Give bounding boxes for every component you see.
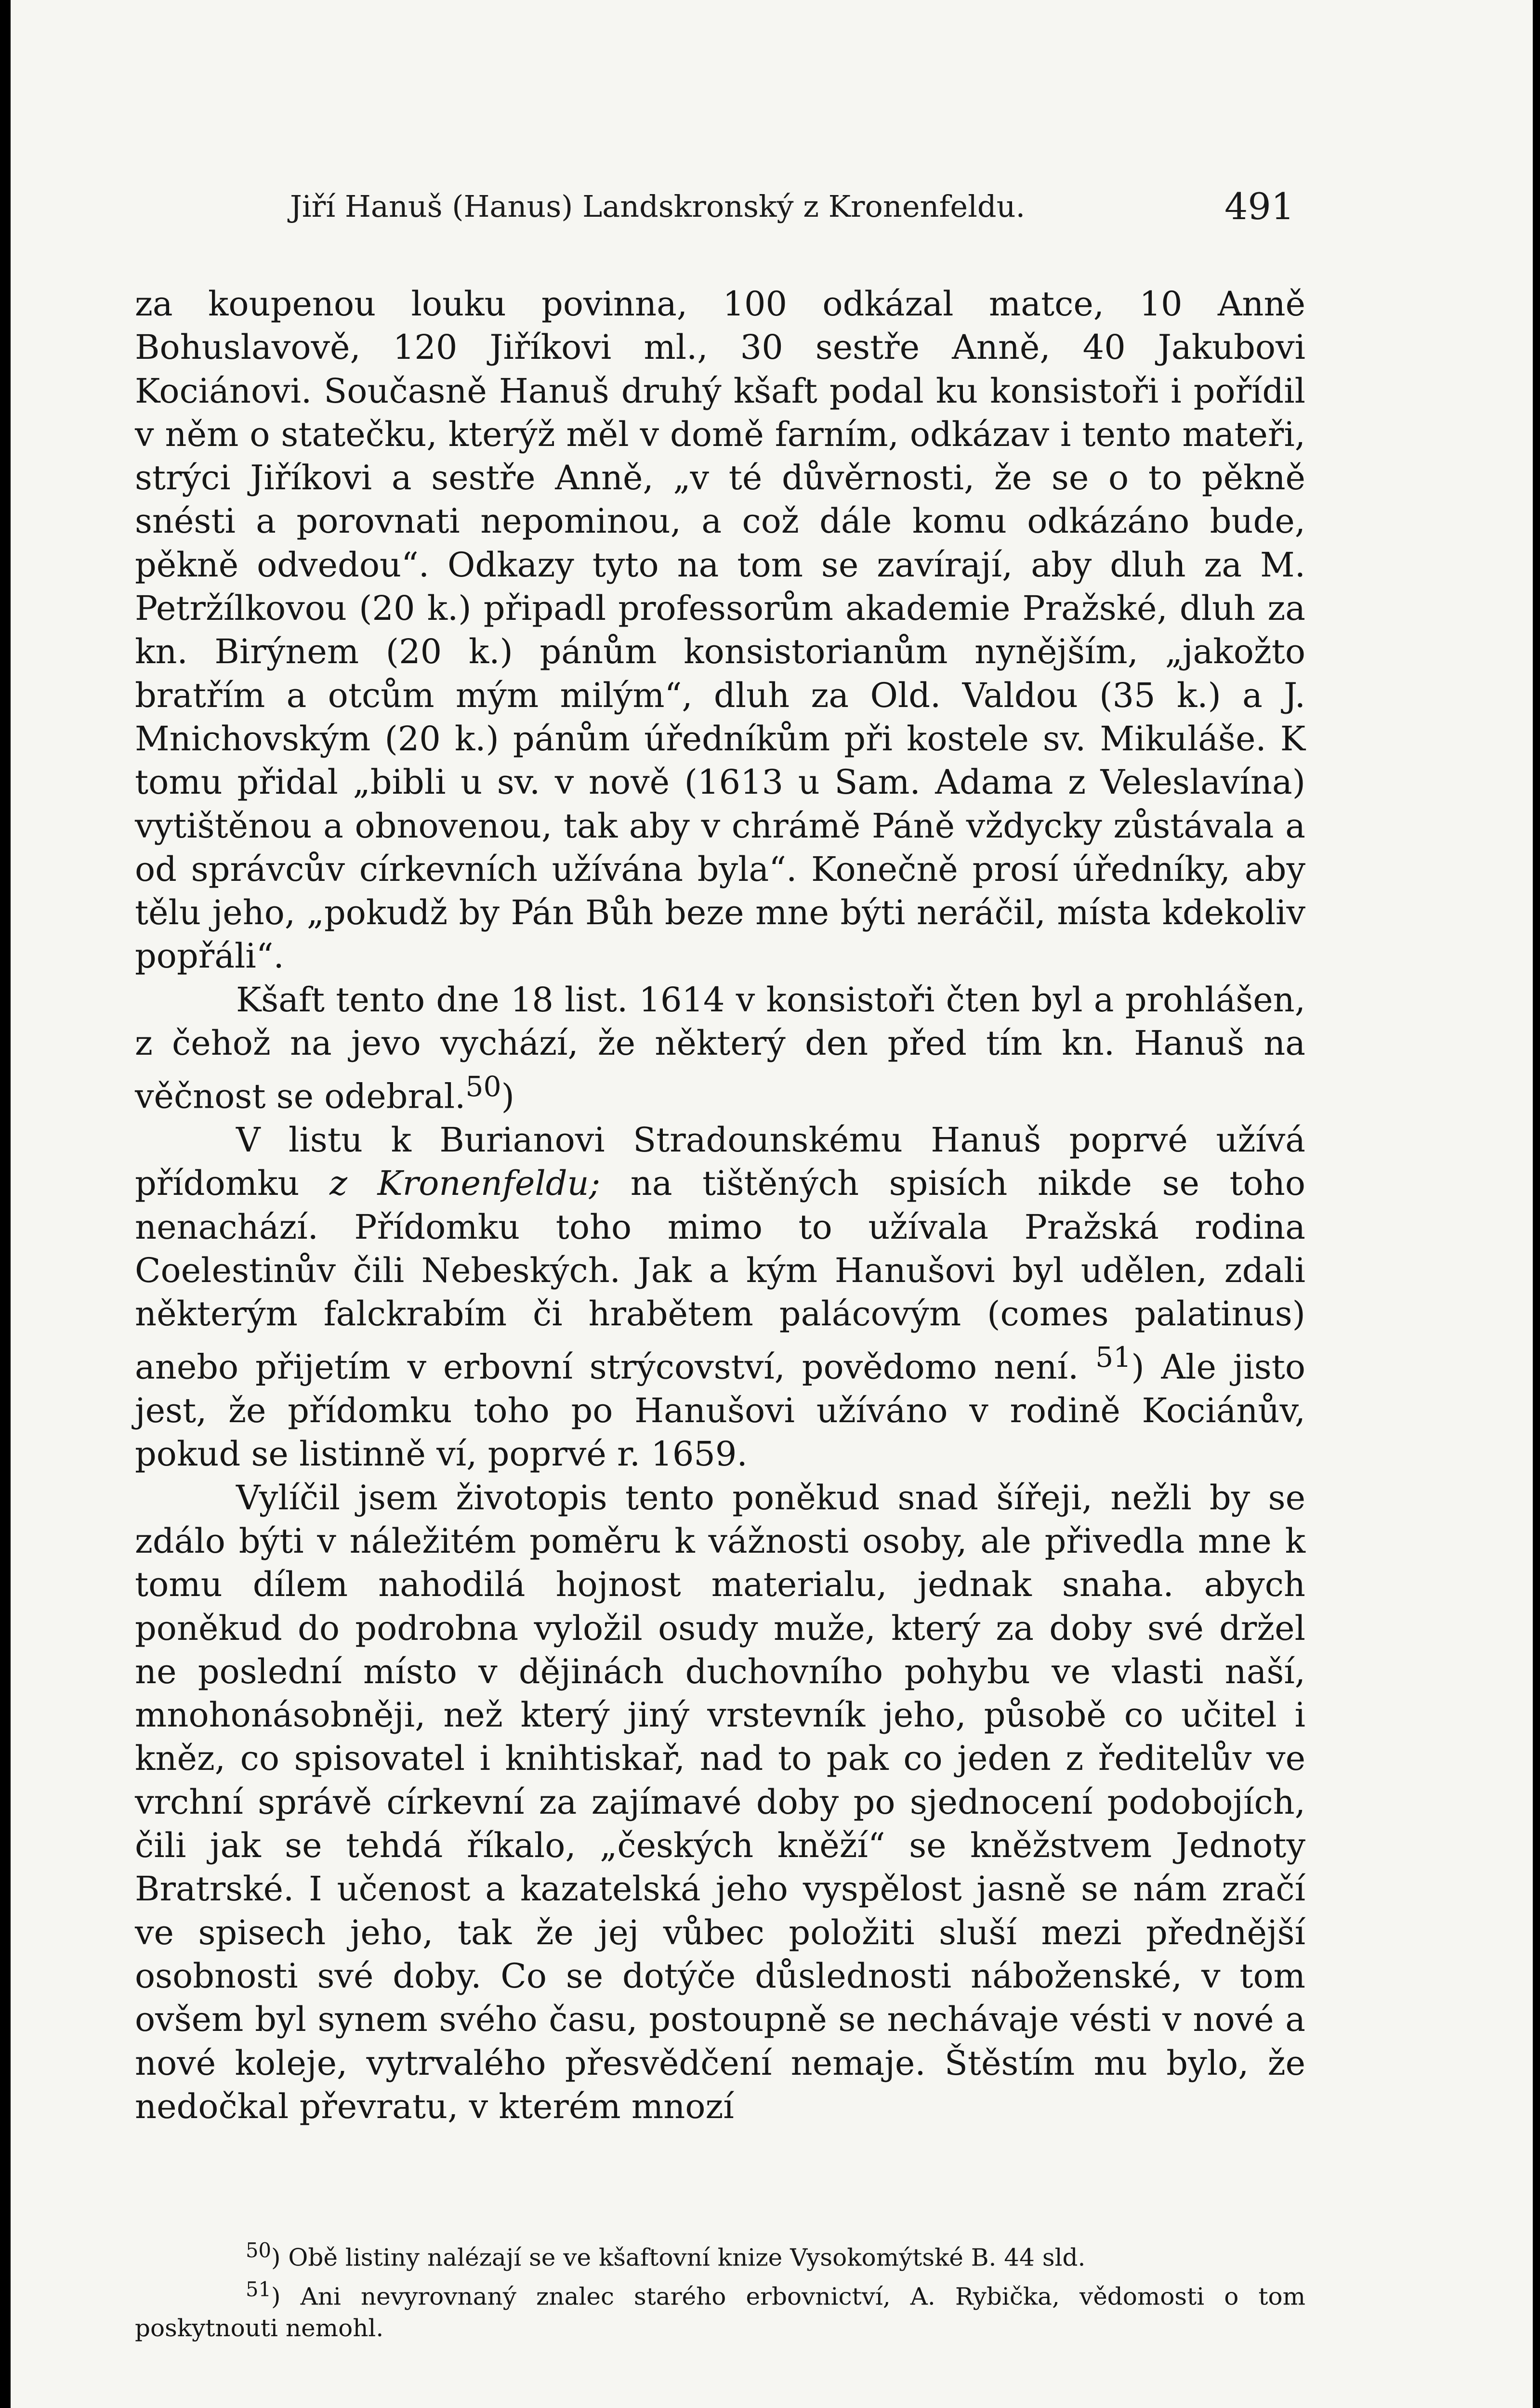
footnote-ref-51: 51 — [1095, 1341, 1132, 1374]
page-number: 491 — [1224, 185, 1295, 228]
paragraph-3-part-c: Ale jisto jest, že přídomku toho po Hanušovi užíváno v rodině Kociánův, pokud se listinně ví, poprvé r. 1659. — [135, 1347, 1306, 1474]
footnote-51: $^{51}$) Ani nevyrovnaný znalec starého erbovnictví, A. Rybička, vědomosti o tom poskytnouti nemohl. — [135, 2277, 1305, 2343]
footnote-ref-50: 50 — [465, 1070, 501, 1103]
footnote-50-mark: 50 — [246, 2238, 272, 2262]
footnote-51-mark: 51 — [246, 2277, 272, 2301]
paragraph-3: V listu k Burianovi Stradounskému Hanuš poprvé užívá přídomku z Kronenfeldu; na tištěných spisích nikde se toho nenachází. Přídomku toho mimo to užívala Pražská rodina Coelestinův čili Nebeských. Jak a kým Hanušovi byl udělen, zdali některým falckrabím či hrabětem palácovým (comes palatinus) anebo přijetím v erbovní strýcovství, povědomo není. $^{51}$) Ale jisto jest, že přídomku toho po Hanušovi užíváno v rodině Kociánův, pokud se listinně ví, poprvé r. 1659. — [135, 1120, 1306, 1474]
paragraph-1: za koupenou louku povinna, 100 odkázal matce, 10 Anně Bohuslavově, 120 Jiříkovi ml., 30 sestře Anně, 40 Jakubovi Kociánovi. Současně Hanuš druhý kšaft podal ku konsistoři i pořídil v něm o statečku, kterýž měl v domě farním, odkázav i tento mateři, strýci Jiříkovi a sestře Anně, „v té důvěrnosti, že se o to pěkně snésti a porovnati nepominou, a což dále komu odkázáno bude, pěkně odvedou“. Odkazy tyto na tom se zavírají, aby dluh za M. Petržílkovou (20 k.) připadl professorům akademie Pražské, dluh za kn. Birýnem (20 k.) pánům konsistorianům nynějším, „jakožto bratřím a otcům mým milým“, dluh za Old. Valdou (35 k.) a J. Mnichovským (20 k.) pánům úředníkům při kostele sv. Mikuláše. K tomu přidal „bibli u sv. v nově (1613 u Sam. Adama z Veleslavína) vytištěnou a obnovenou, tak aby v chrámě Páně vždycky zůstávala a od správcův církevních užívána byla“. Konečně prosí úředníky, aby tělu jeho, „pokudž by Pán Bůh beze mne býti neráčil, místa kdekoliv popřáli“. — [135, 284, 1305, 976]
running-title: Jiří Hanuš (Hanus) Landskronský z Kronenfeldu. — [290, 189, 1026, 224]
paragraph-2-text: Kšaft tento dne 18 list. 1614 v konsistoři čten byl a prohlášen, z čehož na jevo vychází, že některý den před tím kn. Hanuš na věčnost se odebral. — [135, 980, 1305, 1116]
paragraph-4: Vylíčil jsem životopis tento poněkud snad šířeji, nežli by se zdálo býti v náležitém poměru k vážnosti osoby, ale přivedla mne k tomu dílem nahodilá hojnost materialu, jednak snaha. abych poněkud do podrobna vyložil osudy muže, který za doby své držel ne poslední místo v dějinách duchovního pohybu ve vlasti naší, mnohonásobněji, než který jiný vrstevník jeho, působě co učitel i kněz, co spisovatel i knihtiskař, nad to pak co jeden z ředitelův ve vrchní správě církevní za zajímavé doby po sjednocení podobojích, čili jak se tehdá říkalo, „českých kněží“ se kněžstvem Jednoty Bratrské. I učenost a kazatelská jeho vyspělost jasně se nám zračí ve spisech jeho, tak že jej vůbec položiti sluší mezi přednější osobnosti své doby. Co se dotýče důslednosti náboženské, v tom ovšem byl synem svého času, postoupně se nechávaje vésti v nové a nové koleje, vytrvalého přesvědčení nemaje. Štěstím mu bylo, že nedočkal převratu, v kterém mnozí — [135, 1478, 1305, 2126]
footnote-50: $^{50}$) Obě listiny nalézají se ve kšaftovní knize Vysokomýtské B. 44 sld. — [246, 2238, 1086, 2272]
paragraph-3-part-b: na tištěných spisích nikde se toho nenachází. Přídomku toho mimo to užívala Pražská rodina Coelestinův čili Nebeských. Jak a kým Hanušovi byl udělen, zdali některým falckrabím či hrabětem palácovým (comes palatinus) anebo přijetím v erbovní strýcovství, povědomo není. — [135, 1164, 1305, 1387]
paragraph-3-emphasis: z Kronenfeldu; — [329, 1164, 601, 1204]
book-page — [11, 0, 1533, 2408]
paragraph-3-part-a: V listu k Burianovi Stradounskému Hanuš poprvé užívá přídomku — [135, 1120, 1305, 1204]
footnote-50-text: Obě listiny nalézají se ve kšaftovní knize Vysokomýtské B. 44 sld. — [288, 2243, 1086, 2272]
footnote-51-text: Ani nevyrovnaný znalec starého erbovnictví, A. Rybička, vědomosti o tom poskytnouti nemohl. — [135, 2282, 1305, 2343]
footnotes — [135, 2235, 1305, 2344]
paragraph-2: Kšaft tento dne 18 list. 1614 v konsistoři čten byl a prohlášen, z čehož na jevo vychází, že některý den před tím kn. Hanuš na věčnost se odebral.$^{50}$) — [135, 980, 1305, 1116]
body-text — [135, 282, 1305, 2128]
